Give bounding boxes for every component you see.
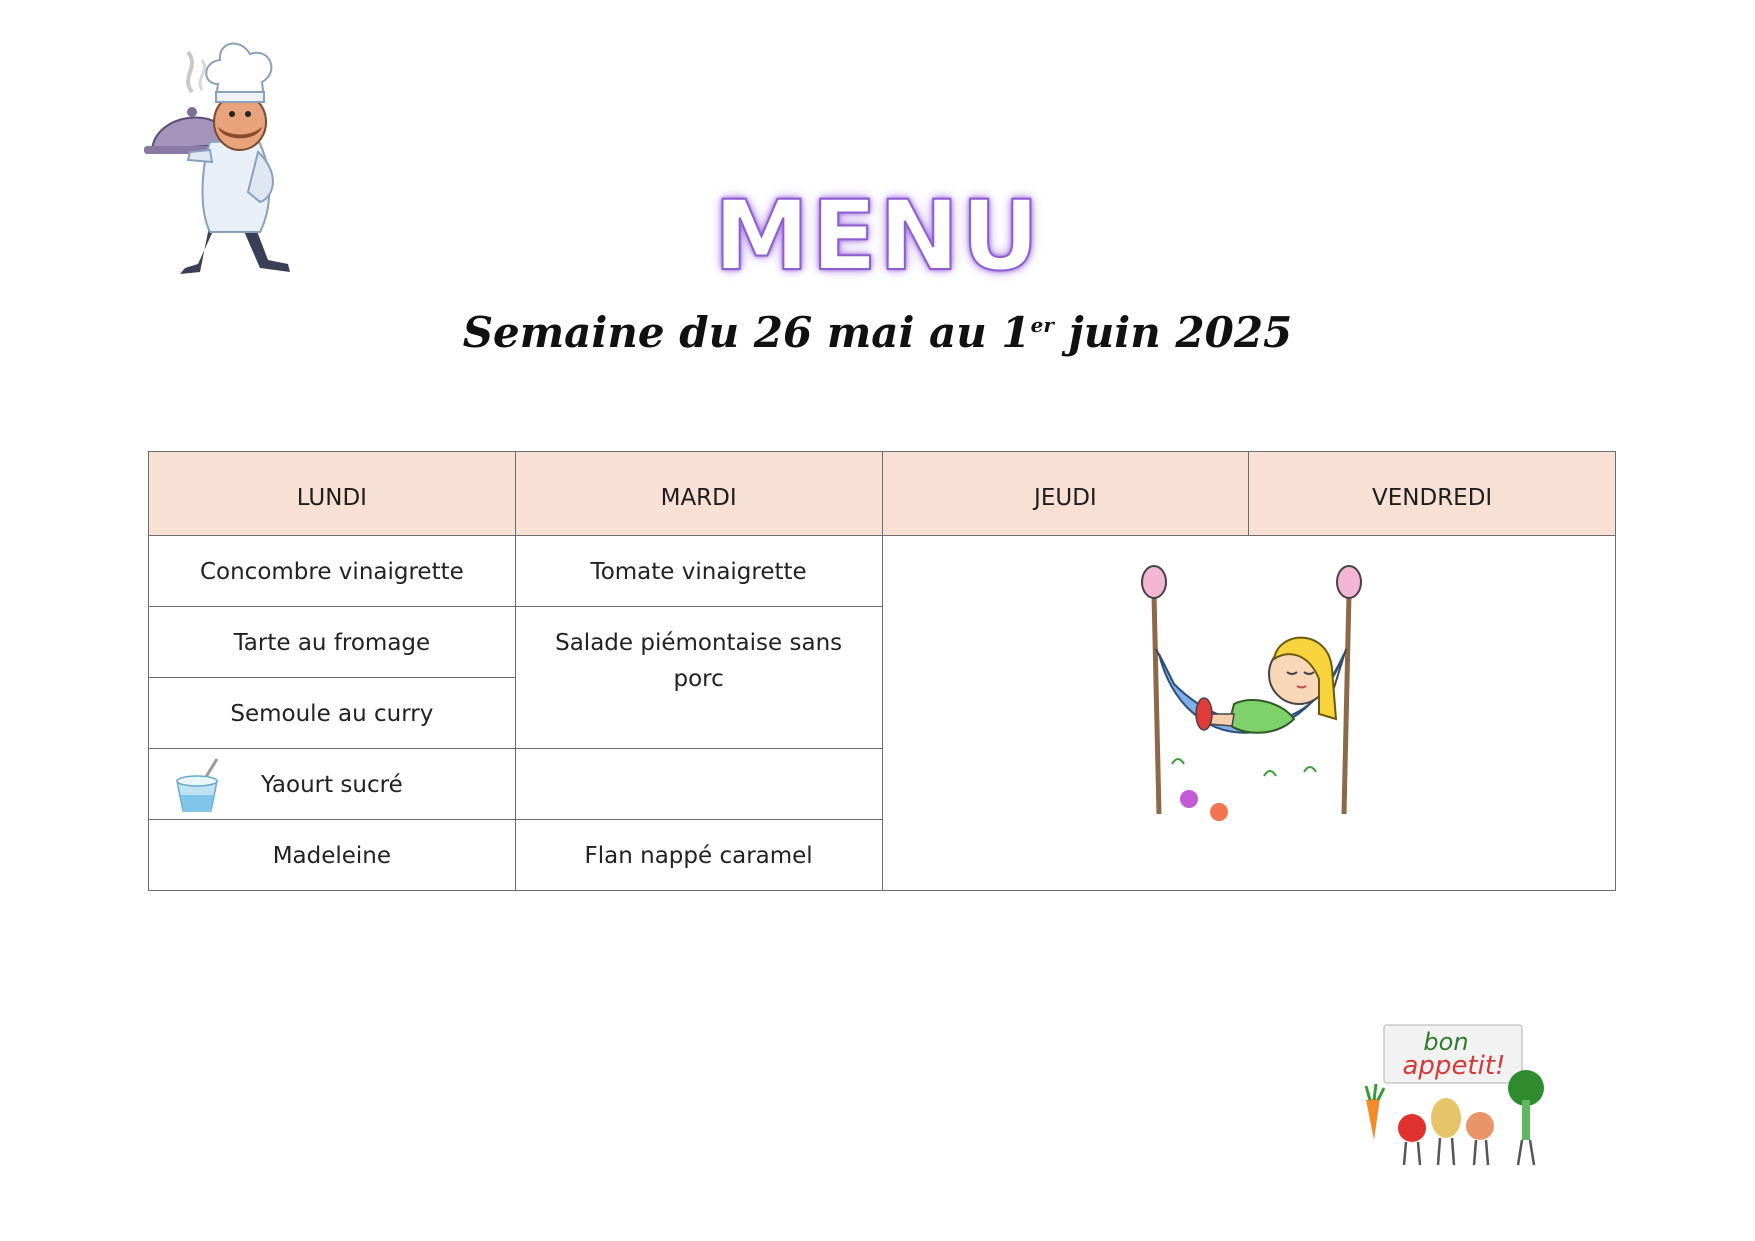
lundi-dish: Concombre vinaigrette	[149, 536, 516, 607]
table-row	[149, 536, 1616, 607]
yogurt-icon	[171, 757, 223, 813]
page-title: MENU	[713, 180, 1042, 292]
jeudi-vendredi-cell	[882, 536, 1616, 891]
column-header-jeudi: JEUDI	[882, 452, 1249, 536]
subtitle-prefix: Semaine du 26 mai au 1	[462, 308, 1031, 357]
sign-line-1: bon	[1423, 1028, 1469, 1056]
column-header-vendredi: VENDREDI	[1249, 452, 1616, 536]
sign-line-2: appetit!	[1402, 1051, 1506, 1081]
column-header-mardi: MARDI	[515, 452, 882, 536]
mardi-dish: Flan nappé caramel	[515, 820, 882, 891]
bon-appetit-vegetables-icon	[1336, 1020, 1566, 1170]
lundi-dish: Semoule au curry	[149, 678, 516, 749]
mardi-dish: Salade piémontaise sans porc	[515, 607, 882, 749]
mardi-dish	[515, 749, 882, 820]
menu-table	[148, 451, 1616, 891]
subtitle-suffix: juin 2025	[1053, 308, 1293, 357]
mardi-dish: Tomate vinaigrette	[515, 536, 882, 607]
lundi-dish-cell	[149, 749, 516, 820]
subtitle-superscript: er	[1030, 313, 1054, 337]
lundi-dish-label: Yaourt sucré	[261, 772, 403, 798]
lundi-dish: Tarte au fromage	[149, 607, 516, 678]
hammock-illustration	[1114, 554, 1384, 844]
week-subtitle	[0, 310, 1755, 356]
lundi-dish: Madeleine	[149, 820, 516, 891]
header-row	[149, 452, 1616, 536]
column-header-lundi: LUNDI	[149, 452, 516, 536]
